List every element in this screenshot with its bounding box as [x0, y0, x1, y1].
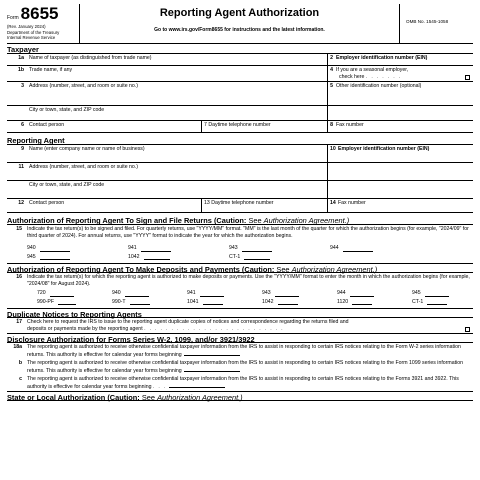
section-disclosure-heading: Disclosure Authorization for Forms Series W-2, 1099, and/or 3921/3922	[7, 333, 473, 343]
taxpayer-city-field[interactable]: City or town, state, and ZIP code	[29, 107, 105, 113]
deposit-field-1042[interactable]: 1042	[262, 299, 337, 306]
sign-file-return-list	[7, 245, 473, 260]
section-sign-file-heading: Authorization of Reporting Agent To Sign and File Returns (Caution: See Authorization Agreement.)	[7, 215, 473, 225]
line-18b: b The reporting agent is authorized to receive otherwise confidential taxpayer information from the IRS to assist in responding to certain IRS notices relating to the Form 1099 series information returns. This authority is effective for calendar year forms beginning	[18, 360, 463, 374]
deposit-field-940[interactable]: 940	[112, 290, 187, 297]
other-id-field[interactable]: 5 Other identification number (optional)	[327, 82, 473, 105]
line-18a: 18a The reporting agent is authorized to receive otherwise confidential taxpayer information from the IRS to assist in responding to certain IRS notices relating to the Form W-2 series information returns. This authority is effective for calendar year forms beginning	[13, 344, 461, 358]
form-id-block	[7, 4, 80, 43]
return-field-ct1[interactable]: CT-1	[229, 254, 330, 261]
seasonal-employer-checkbox[interactable]	[465, 75, 470, 80]
deposit-field-720[interactable]: 720	[37, 290, 112, 297]
section-taxpayer-heading: Taxpayer	[7, 44, 473, 54]
return-field-945[interactable]: 945	[27, 254, 128, 261]
return-field-943[interactable]: 943	[229, 245, 330, 252]
deposit-field-943[interactable]: 943	[262, 290, 337, 297]
agent-city-field[interactable]: City or town, state, and ZIP code	[29, 182, 105, 188]
return-field-1042[interactable]: 1042	[128, 254, 229, 261]
deposit-return-list	[7, 290, 473, 305]
section-state-heading: State or Local Authorization (Caution: See Authorization Agreement.)	[7, 391, 473, 401]
deposit-field-941[interactable]: 941	[187, 290, 262, 297]
line-16: 16 Indicate the tax return(s) for which the reporting agent is authorized to make deposits or payments. Use the "YYYY/MM" format to enter the month in which the authorization begins (for example, "2024/08" for August 2024).	[16, 274, 470, 287]
w2-year-field[interactable]	[184, 351, 240, 356]
revision-date: (Rev. January 2024)	[7, 24, 46, 29]
deposit-field-945[interactable]: 945	[412, 290, 480, 297]
agent-fax-field[interactable]: 14 Fax number	[327, 199, 473, 212]
omb-number: OMB No. 1545-1058	[399, 4, 473, 43]
line-18c: c The reporting agent is authorized to receive otherwise confidential taxpayer information from the IRS to assist in responding to certain IRS notices relating to the Forms 3921 and 3922. This authority is effective for calendar year forms beginning . . .	[19, 376, 459, 390]
form-word: Form	[7, 15, 19, 21]
line-17: 17 Check here to request the IRS to issue to the reporting agent duplicate copies of notices and correspondence regarding the returns filed and deposits or payments made by the reporting agent . . . . . . . . . . . . . . . . . . . . . . . . . .	[7, 318, 473, 333]
agent-address-field[interactable]: 11 Address (number, street, and room or suite no.)	[18, 164, 138, 170]
department-line: Department of the Treasury	[7, 30, 60, 36]
agent-name-field[interactable]: 9 Name (enter company name or name of business)	[21, 146, 145, 152]
agency-line: Internal Revenue Service	[7, 35, 56, 41]
taxpayer-contact-field[interactable]: 6 Contact person	[21, 122, 65, 128]
taxpayer-phone-field[interactable]: 7 Daytime telephone number	[201, 121, 327, 132]
deposit-field-ct1[interactable]: CT-1	[412, 299, 480, 306]
form-header	[7, 4, 473, 44]
deposit-field-1041[interactable]: 1041	[187, 299, 262, 306]
form-3921-year-field[interactable]	[169, 383, 225, 388]
taxpayer-name-field[interactable]: 1a Name of taxpayer (as distinguished from trade name)	[18, 55, 152, 61]
return-field-941[interactable]: 941	[128, 245, 229, 252]
deposit-field-944[interactable]: 944	[337, 290, 412, 297]
section-deposits-heading: Authorization of Reporting Agent To Make Deposits and Payments (Caution: See Authorization Agreement.)	[7, 263, 473, 273]
deposit-field-990t[interactable]: 990-T	[112, 299, 187, 306]
agent-contact-field[interactable]: 12 Contact person	[18, 200, 65, 206]
form-title: Reporting Agent Authorization	[159, 7, 320, 19]
deposit-field-990pf[interactable]: 990-PF	[37, 299, 112, 306]
line-15: 15 Indicate the tax return(s) to be signed and filed. For quarterly returns, use "YYYY/MM" format. "MM" is the last month of the quarter for which the authorization begins (for example, "2024/09" for third quarter of 2024). For annual returns, use "YYYY" format to indicate the year for which the authorization begins.	[16, 226, 469, 239]
agent-ein-field[interactable]: 10 Employer identification number (EIN)	[327, 145, 473, 162]
seasonal-employer-block: 4 If you are a seasonal employer, check here . . . . . . .	[327, 66, 473, 81]
taxpayer-address-field[interactable]: 3 Address (number, street, and room or suite no.)	[21, 83, 138, 89]
duplicate-notices-checkbox[interactable]	[465, 327, 470, 332]
deposit-field-1120[interactable]: 1120	[337, 299, 412, 306]
trade-name-field[interactable]: 1b Trade name, if any	[17, 67, 73, 73]
section-duplicate-heading: Duplicate Notices to Reporting Agents	[7, 308, 473, 318]
agent-phone-field[interactable]: 13 Daytime telephone number	[201, 199, 327, 212]
taxpayer-ein-field[interactable]: 2 Employer identification number (EIN)	[327, 54, 473, 65]
form-1099-year-field[interactable]	[184, 367, 240, 372]
form-number: 8655	[20, 4, 59, 23]
instructions-link: Go to www.irs.gov/Form8655 for instructions and the latest information.	[154, 26, 325, 33]
taxpayer-fax-field[interactable]: 8 Fax number	[327, 121, 473, 132]
return-field-940[interactable]: 940	[27, 245, 128, 252]
section-agent-heading: Reporting Agent	[7, 135, 473, 145]
return-field-944[interactable]: 944	[330, 245, 431, 252]
title-block	[80, 4, 399, 43]
